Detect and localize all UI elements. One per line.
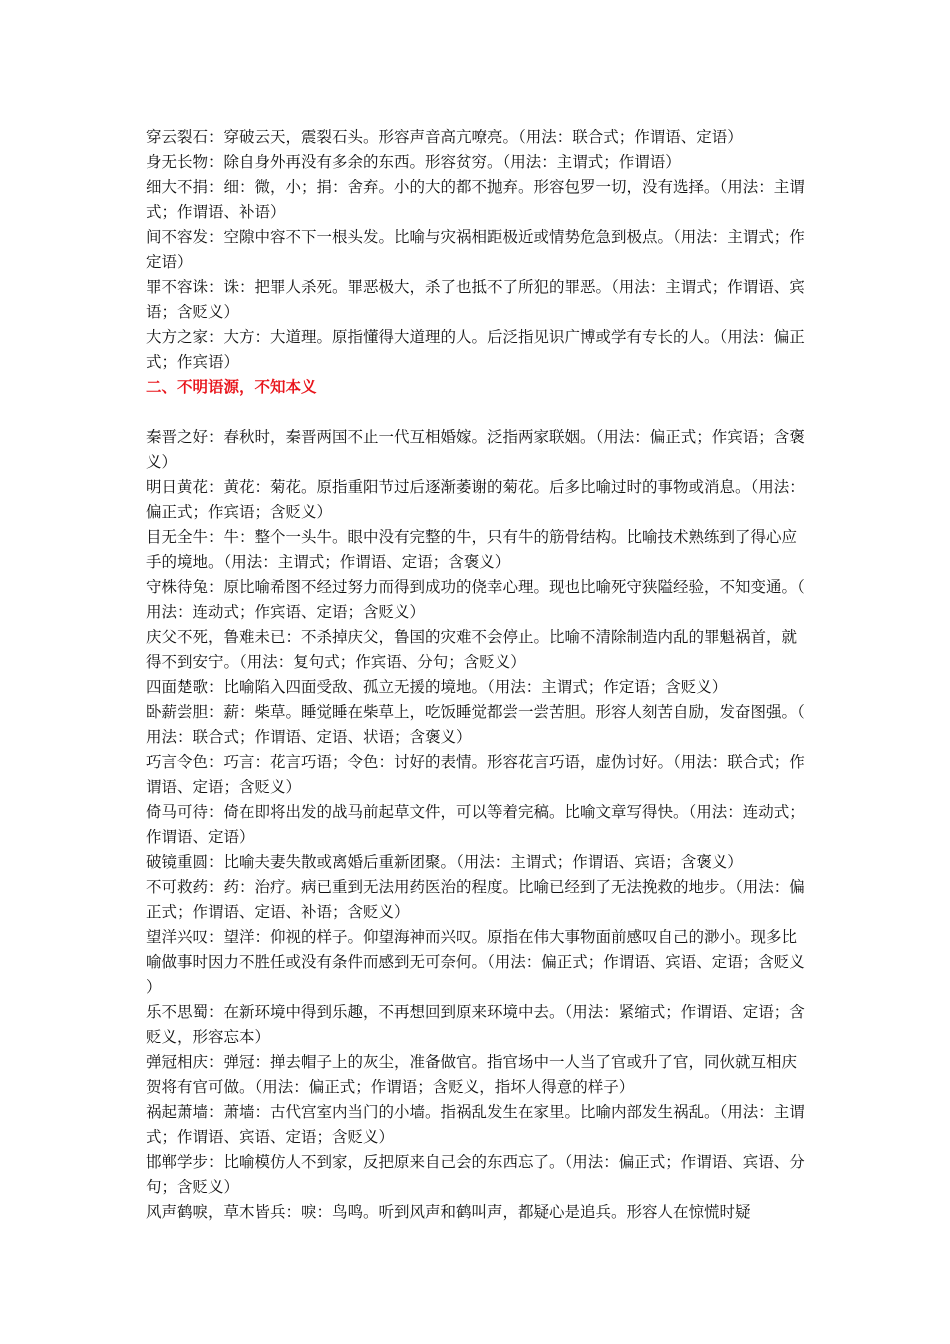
idiom-entry-bukejiuyao: 不可救药：药：治疗。病已重到无法用药医治的程度。比喻已经到了无法挽救的地步。（用法：偏正式；作谓语、定语、补语；含贬义）	[146, 878, 805, 921]
idiom-entry-mingrihuanghua: 明日黄花：黄花：菊花。原指重阳节过后逐渐萎谢的菊花。后多比喻过时的事物或消息。（用法：偏正式；作宾语；含贬义）	[146, 478, 805, 521]
section-1-entries	[146, 125, 812, 375]
section-2-entries	[146, 425, 812, 1225]
idiom-entry-zuiburongzhu: 罪不容诛：诛：把罪人杀死。罪恶极大，杀了也抵不了所犯的罪恶。（用法：主谓式；作谓语、宾语；含贬义）	[146, 278, 805, 321]
idiom-entry-qingfubusi: 庆父不死，鲁难未已：不杀掉庆父，鲁国的灾难不会停止。比喻不清除制造内乱的罪魁祸首，就得不到安宁。（用法：复句式；作宾语、分句；含贬义）	[146, 628, 798, 671]
idiom-entry-chuanyunlieshi: 穿云裂石：穿破云天，震裂石头。形容声音高亢嘹亮。（用法：联合式；作谓语、定语）	[146, 128, 743, 146]
idiom-entry-lebusishu: 乐不思蜀：在新环境中得到乐趣，不再想回到原来环境中去。（用法：紧缩式；作谓语、定语；含贬义，形容忘本）	[146, 1003, 805, 1046]
idiom-entry-fengshengheli: 风声鹤唳，草木皆兵：唳：鸟鸣。听到风声和鹤叫声，都疑心是追兵。形容人在惊慌时疑	[146, 1203, 751, 1221]
idiom-entry-huoqixiaoqiang: 祸起萧墙：萧墙：古代宫室内当门的小墙。指祸乱发生在家里。比喻内部发生祸乱。（用法：主谓式；作谓语、宾语、定语；含贬义）	[146, 1103, 805, 1146]
idiom-entry-yimakedai: 倚马可待：倚在即将出发的战马前起草文件，可以等着完稿。比喻文章写得快。（用法：连动式；作谓语、定语）	[146, 803, 805, 846]
idiom-entry-muwuquanniu: 目无全牛：牛：整个一头牛。眼中没有完整的牛，只有牛的筋骨结构。比喻技术熟练到了得心应手的境地。（用法：主谓式；作谓语、定语；含褒义）	[146, 528, 798, 571]
section-2-heading: 二、不明语源，不知本义	[146, 378, 317, 396]
idiom-entry-qinjinzhihao: 秦晋之好：春秋时，秦晋两国不止一代互相婚嫁。泛指两家联姻。（用法：偏正式；作宾语；含褒义）	[146, 428, 805, 471]
idiom-entry-jianburongfa: 间不容发：空隙中容不下一根头发。比喻与灾祸相距极近或情势危急到极点。（用法：主谓式；作定语）	[146, 228, 805, 271]
idiom-entry-qiaoyanlingse: 巧言令色：巧言：花言巧语；令色：讨好的表情。形容花言巧语，虚伪讨好。（用法：联合式；作谓语、定语；含贬义）	[146, 753, 805, 796]
idiom-entry-tanguanxiangqing: 弹冠相庆：弹冠：掸去帽子上的灰尘，准备做官。指官场中一人当了官或升了官，同伙就互相庆贺将有官可做。（用法：偏正式；作谓语；含贬义，指坏人得意的样子）	[146, 1053, 798, 1096]
idiom-entry-shouzhudaitu: 守株待兔：原比喻希图不经过努力而得到成功的侥幸心理。现也比喻死守狭隘经验，不知变通。（用法：连动式；作宾语、定语；含贬义）	[146, 578, 805, 621]
document-page	[146, 125, 812, 1225]
idiom-entry-wangyangxingtan: 望洋兴叹：望洋：仰视的样子。仰望海神而兴叹。原指在伟大事物面前感叹自己的渺小。现多比喻做事时因力不胜任或没有条件而感到无可奈何。（用法：偏正式；作谓语、宾语、定语；含贬义）	[146, 928, 805, 996]
idiom-entry-woxinchangdan: 卧薪尝胆：薪：柴草。睡觉睡在柴草上，吃饭睡觉都尝一尝苦胆。形容人刻苦自励，发奋图强。（用法：联合式；作谓语、定语、状语；含褒义）	[146, 703, 805, 746]
idiom-entry-simianchuge: 四面楚歌：比喻陷入四面受敌、孤立无援的境地。（用法：主谓式；作定语；含贬义）	[146, 678, 728, 696]
idiom-entry-shenwuchangwu: 身无长物：除自身外再没有多余的东西。形容贫穷。（用法：主谓式；作谓语）	[146, 153, 681, 171]
idiom-entry-dafangzhijia: 大方之家：大方：大道理。原指懂得大道理的人。后泛指见识广博或学有专长的人。（用法：偏正式；作宾语）	[146, 328, 805, 371]
idiom-entry-handanxuebu: 邯郸学步：比喻模仿人不到家，反把原来自己会的东西忘了。（用法：偏正式；作谓语、宾语、分句；含贬义）	[146, 1153, 805, 1196]
idiom-entry-pojingchongyuan: 破镜重圆：比喻夫妻失散或离婚后重新团聚。（用法：主谓式；作谓语、宾语；含褒义）	[146, 853, 743, 871]
idiom-entry-xidabujuan: 细大不捐：细：微，小；捐：舍弃。小的大的都不抛弃。形容包罗一切，没有选择。（用法：主谓式；作谓语、补语）	[146, 178, 805, 221]
